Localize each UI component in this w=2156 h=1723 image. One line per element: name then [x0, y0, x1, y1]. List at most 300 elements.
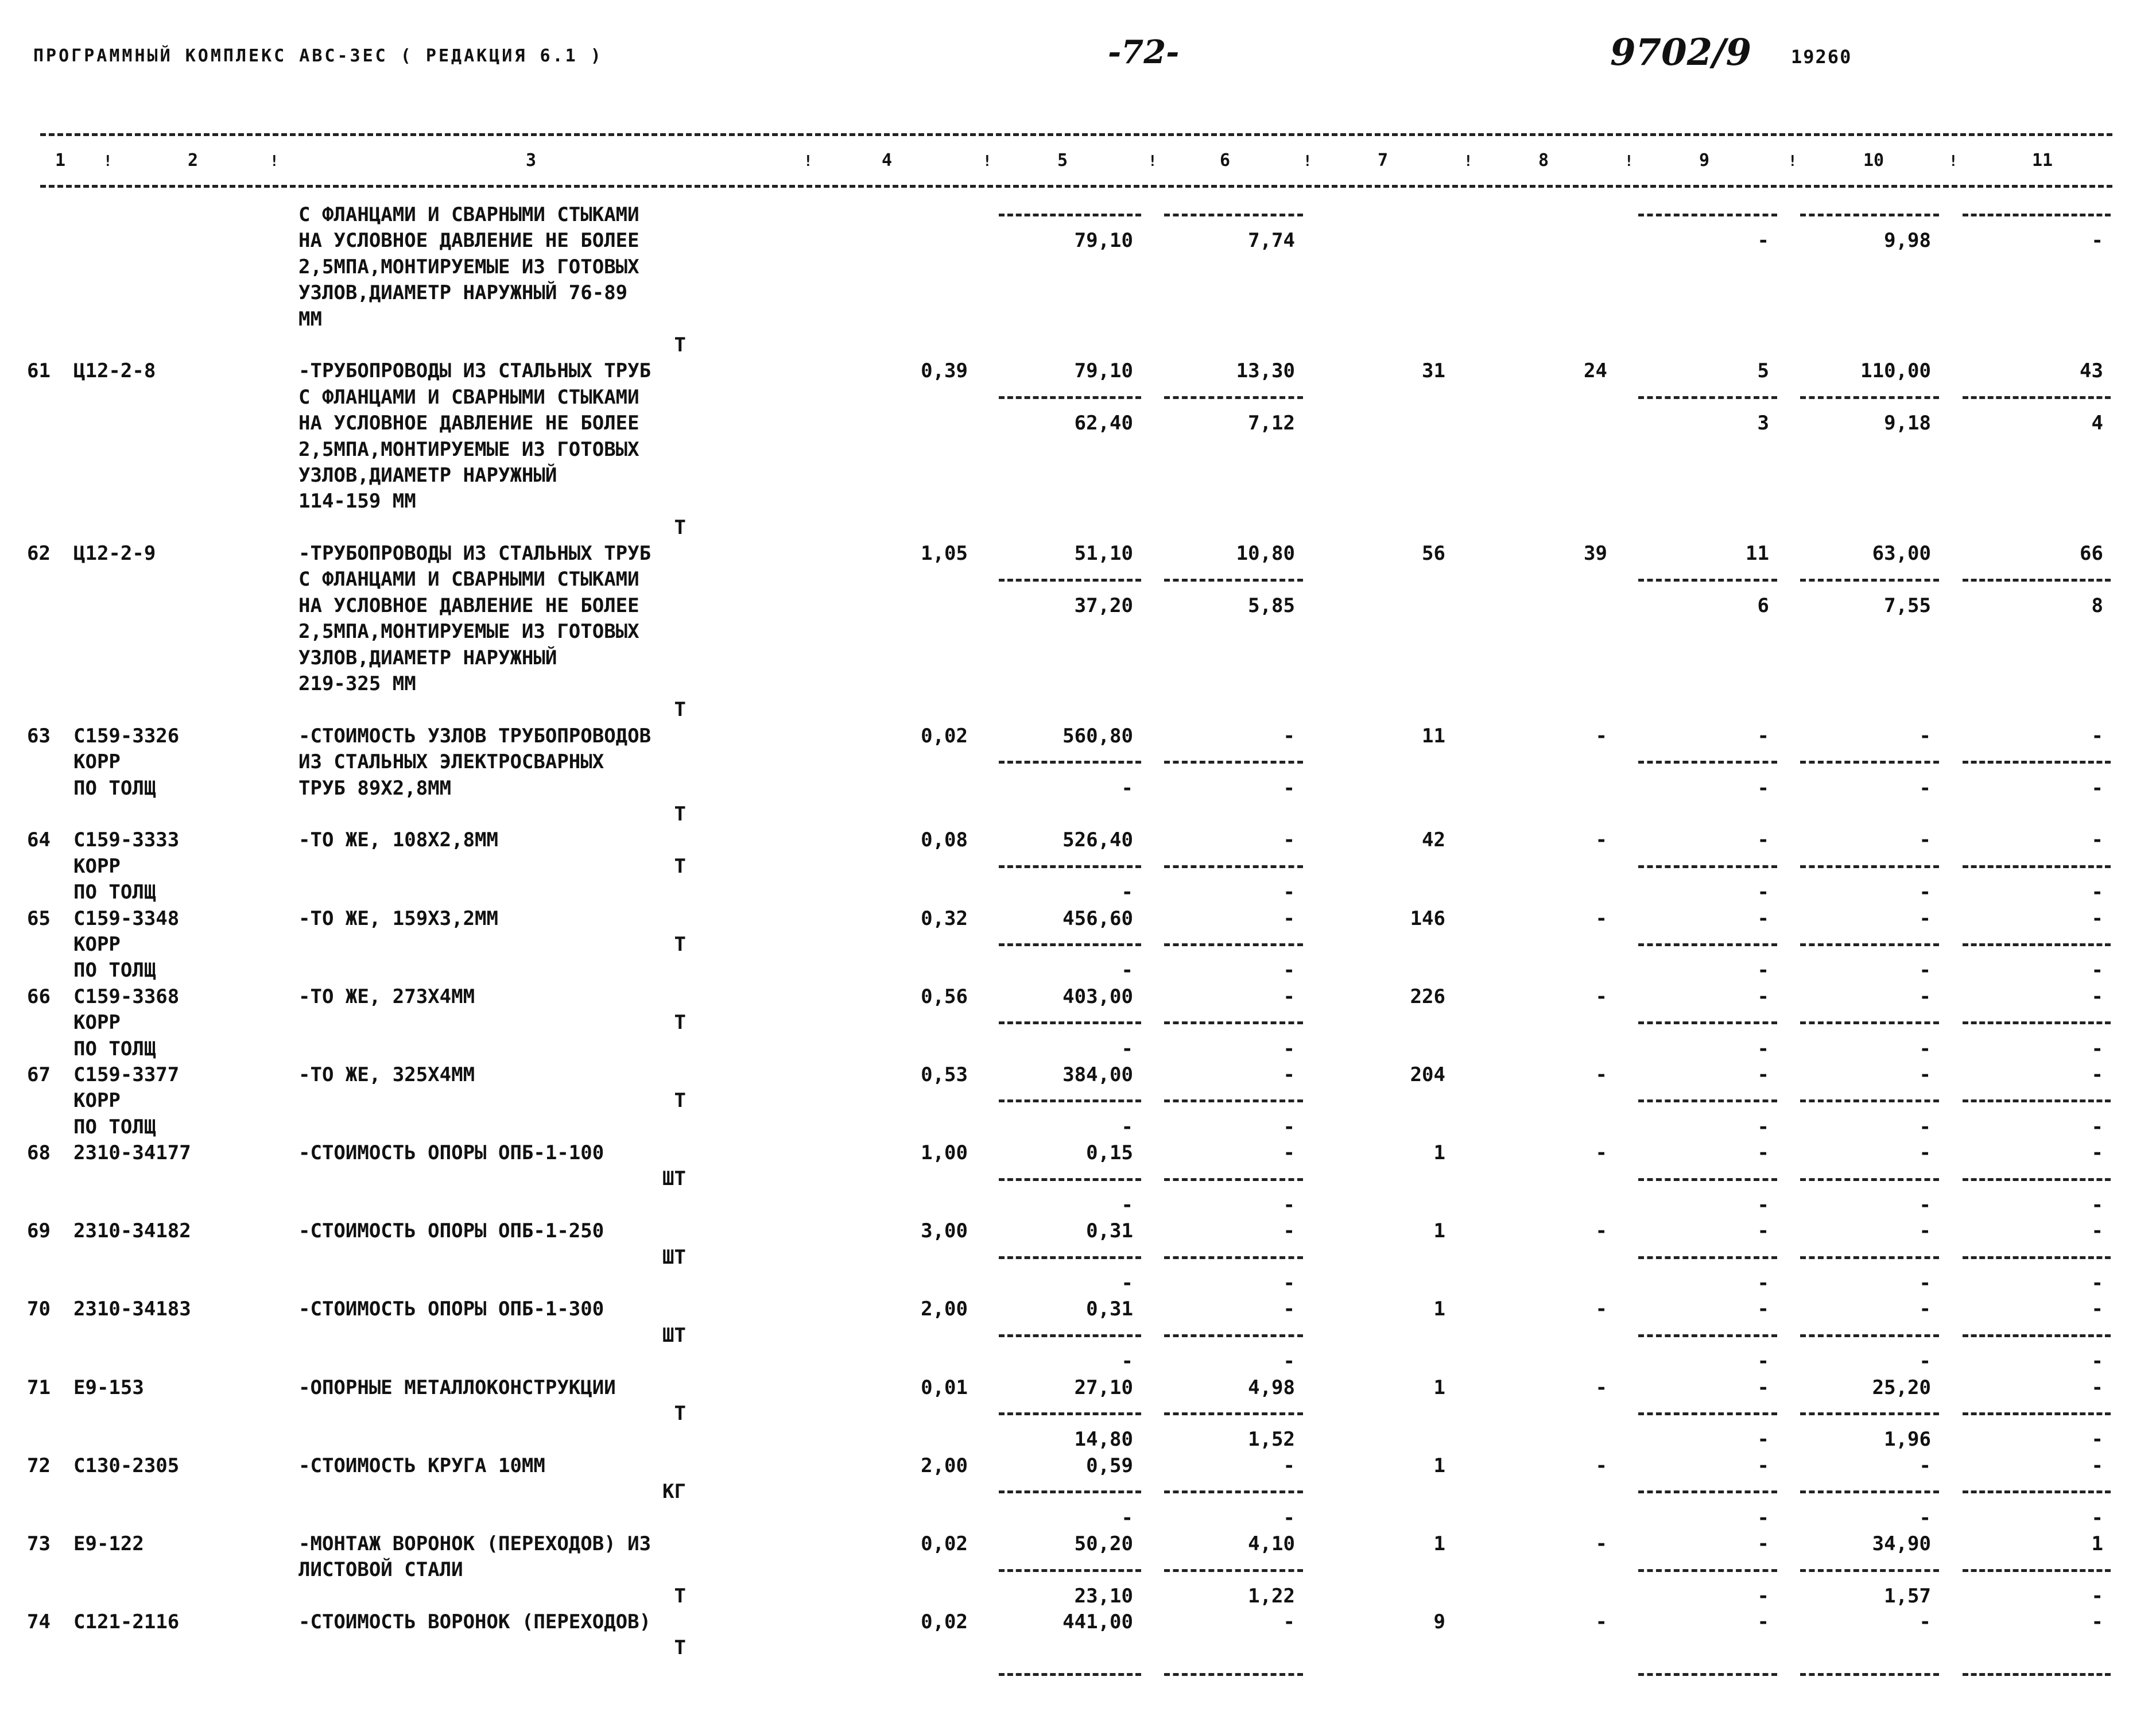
cell-quantity: 1,05: [921, 542, 968, 566]
cell-cost-total: [1314, 1088, 1465, 1114]
cell-separator: [1153, 932, 1314, 958]
cell-cost-total: [1314, 1245, 1465, 1271]
cell-separator: [1153, 1323, 1314, 1349]
cell-wage-total: [1465, 1036, 1627, 1062]
cell-wage-total: [1465, 1427, 1627, 1453]
cell-machine-cost: [1627, 463, 1789, 489]
cell-separator: [1627, 1479, 1789, 1505]
cell-wage-total: [1465, 1245, 1627, 1271]
cell-rate-code: С121-2116: [73, 1610, 180, 1634]
cell-machine-cost: -: [1757, 959, 1769, 982]
cell-separator: [1789, 1662, 1951, 1687]
cell-wage-total: 24: [1584, 359, 1607, 383]
cell-row-number: 67: [27, 1063, 51, 1086]
cell-rate-code: [70, 1192, 298, 1218]
cell-row-number: [0, 1271, 70, 1296]
dashed-separator: [999, 865, 1141, 868]
cell-labor-unit: -: [1919, 1272, 1931, 1295]
cell-separator: [1951, 1662, 2123, 1687]
column-separator: !: [1464, 153, 1473, 170]
cell-labor-total: [1951, 489, 2123, 514]
cell-machine-cost: -: [1757, 1428, 1769, 1451]
cell-wage-unit: [1153, 671, 1314, 697]
dashed-separator: [1963, 1673, 2111, 1676]
cell-rate-code: [70, 802, 298, 827]
cell-separator: [987, 567, 1153, 593]
dashed-separator: [1638, 943, 1778, 946]
dashed-separator: [1164, 761, 1304, 764]
cell-wage-unit: -: [1283, 1219, 1295, 1243]
cell-rate-code: [70, 1166, 298, 1192]
dashed-separator: [1164, 1021, 1304, 1024]
cell-row-number: [0, 593, 70, 619]
dashed-separator: [999, 579, 1141, 582]
column-separator: !: [983, 153, 992, 170]
cell-cost-total: 226: [1410, 985, 1445, 1008]
cell-rate-code: [70, 254, 298, 280]
cell-wage-total: -: [1595, 828, 1607, 852]
cell-row-number: [0, 958, 70, 984]
cell-row-number: [0, 776, 70, 802]
cell-cost-total: [1314, 202, 1465, 228]
dashed-separator: [1164, 1673, 1304, 1676]
cell-cost-total: [1314, 1583, 1465, 1609]
cell-separator: [987, 1479, 1153, 1505]
dashed-separator: [1164, 1256, 1304, 1259]
cell-description: -СТОИМОСТЬ ОПОРЫ ОПБ-1-300: [298, 1298, 604, 1321]
cell-quantity: 0,08: [921, 828, 968, 852]
cell-description: [298, 1271, 786, 1296]
cell-quantity: [786, 1349, 987, 1374]
cell-labor-unit: -: [1919, 907, 1931, 930]
cell-cost-total: [1314, 1505, 1465, 1531]
cell-separator: [1627, 932, 1789, 958]
cell-description: -ТРУБОПРОВОДЫ ИЗ СТАЛЬНЫХ ТРУБ: [298, 359, 652, 383]
cell-row-number: [0, 697, 70, 723]
cell-labor-total: [1951, 619, 2123, 645]
cell-labor-unit: -: [1919, 1193, 1931, 1217]
cell-machine-cost: [1627, 280, 1789, 306]
cell-wage-total: [1465, 1479, 1627, 1505]
cell-row-number: [0, 932, 70, 958]
cell-separator: [1153, 749, 1314, 775]
cell-cost-total: [1314, 1479, 1465, 1505]
cell-cost-total: 11: [1422, 724, 1445, 748]
cell-rate-code: [70, 1583, 298, 1609]
cell-rate-code: [70, 1479, 298, 1505]
cell-wage-unit: 1,22: [1248, 1584, 1295, 1608]
dashed-separator: [1800, 1334, 1940, 1337]
cell-machine-cost: -: [1757, 1376, 1769, 1399]
cell-labor-unit: -: [1919, 959, 1931, 982]
cell-labor-unit: 25,20: [1872, 1376, 1931, 1399]
cell-separator: [987, 932, 1153, 958]
cell-rate-code: [70, 332, 298, 358]
cell-labor-total: [1951, 697, 2123, 723]
cell-row-number: [0, 1401, 70, 1427]
cell-labor-total: [1951, 515, 2123, 541]
cell-quantity: [786, 1662, 987, 1687]
cell-machine-cost: [1627, 697, 1789, 723]
cell-wage-total: [1465, 1505, 1627, 1531]
cell-wage-total: [1465, 515, 1627, 541]
cell-row-number: 65: [27, 907, 51, 930]
cell-cost-total: [1314, 1349, 1465, 1374]
dashed-separator: [1800, 1178, 1940, 1181]
cell-labor-total: -: [2091, 776, 2103, 800]
cell-separator: [1951, 749, 2123, 775]
cell-labor-unit: [1789, 645, 1951, 671]
cell-rate-code: ПО ТОЛЩ: [73, 1115, 156, 1139]
cell-wage-unit: [1153, 1635, 1314, 1661]
cell-separator: [1951, 1166, 2123, 1192]
cell-description: 114-159 ММ: [298, 490, 416, 513]
cell-cost-unit: 79,10: [1074, 359, 1133, 383]
cell-separator: [1789, 1323, 1951, 1349]
cell-rate-code: Ц12-2-9: [73, 542, 156, 566]
cell-separator: [1789, 854, 1951, 880]
cell-quantity: [786, 463, 987, 489]
cell-separator: [987, 1401, 1153, 1427]
cell-wage-total: [1465, 1557, 1627, 1583]
cell-row-number: [0, 515, 70, 541]
dashed-separator: [1164, 1334, 1304, 1337]
cell-separator: [1627, 567, 1789, 593]
cell-cost-unit: -: [1121, 776, 1133, 800]
dashed-separator: [1164, 865, 1304, 868]
dashed-separator: [1164, 943, 1304, 946]
cell-wage-total: -: [1595, 907, 1607, 930]
cell-wage-total: [1465, 332, 1627, 358]
cell-separator: [987, 1088, 1153, 1114]
cell-labor-unit: -: [1919, 1037, 1931, 1060]
column-separator: !: [103, 153, 113, 170]
dashed-separator: [1638, 396, 1778, 399]
cell-description: НА УСЛОВНОЕ ДАВЛЕНИЕ НЕ БОЛЕЕ: [298, 412, 639, 435]
cell-row-number: [0, 1662, 70, 1687]
cell-machine-cost: [1627, 802, 1789, 827]
cell-description: ШТ: [662, 1245, 686, 1269]
cell-cost-total: [1314, 593, 1465, 619]
cell-cost-unit: -: [1121, 1193, 1133, 1217]
cell-quantity: [786, 1401, 987, 1427]
cell-cost-unit: -: [1121, 1506, 1133, 1530]
cell-machine-cost: -: [1757, 724, 1769, 748]
cell-quantity: [786, 1036, 987, 1062]
cell-wage-total: [1465, 1583, 1627, 1609]
cell-labor-total: -: [2091, 1063, 2103, 1086]
cell-description: Т: [674, 698, 686, 722]
cell-wage-total: [1465, 1088, 1627, 1114]
cell-quantity: [786, 437, 987, 463]
cell-separator: [1627, 1166, 1789, 1192]
cell-wage-unit: -: [1283, 1115, 1295, 1139]
cell-description: -СТОИМОСТЬ УЗЛОВ ТРУБОПРОВОДОВ: [298, 724, 652, 748]
cell-separator: [1951, 1401, 2123, 1427]
column-separator: !: [270, 153, 279, 170]
cell-row-number: [0, 619, 70, 645]
cell-rate-code: С130-2305: [73, 1454, 180, 1477]
cell-row-number: [0, 437, 70, 463]
dashed-separator: [1638, 1178, 1778, 1181]
cell-description: УЗЛОВ,ДИАМЕТР НАРУЖНЫЙ: [298, 646, 557, 669]
cell-separator: [1789, 1479, 1951, 1505]
cell-labor-unit: 110,00: [1860, 359, 1931, 383]
column-number-10: 10: [1863, 150, 1884, 171]
cell-rate-code: 2310-34182: [73, 1219, 191, 1243]
column-separator: !: [1303, 153, 1312, 170]
dashed-separator: [1638, 1021, 1778, 1024]
cell-cost-total: [1314, 1427, 1465, 1453]
cell-row-number: 69: [27, 1219, 51, 1243]
cell-machine-cost: -: [1757, 828, 1769, 852]
cell-row-number: [0, 880, 70, 905]
cell-row-number: 61: [27, 359, 51, 383]
cell-rate-code: КОРР: [73, 1011, 121, 1035]
cell-separator: [1627, 202, 1789, 228]
cell-wage-unit: [1153, 645, 1314, 671]
cell-separator: [1153, 1088, 1314, 1114]
cell-separator: [1951, 1479, 2123, 1505]
cell-cost-total: [1314, 697, 1465, 723]
column-number-2: 2: [188, 150, 199, 171]
dashed-separator: [999, 1569, 1141, 1572]
dashed-separator: [1800, 1412, 1940, 1415]
cell-row-number: [0, 1479, 70, 1505]
cell-cost-total: [1314, 1114, 1465, 1140]
cell-labor-unit: 1,96: [1884, 1428, 1931, 1451]
cell-wage-unit: 13,30: [1236, 359, 1295, 383]
cell-labor-unit: [1789, 463, 1951, 489]
dashed-separator: [1638, 1490, 1778, 1493]
cell-cost-total: [1314, 1271, 1465, 1296]
cell-labor-total: [1951, 802, 2123, 827]
cell-wage-unit: -: [1283, 776, 1295, 800]
cell-wage-total: [1465, 1635, 1627, 1661]
cell-separator: [1789, 1166, 1951, 1192]
cell-quantity: [786, 307, 987, 332]
cell-cost-total: [1314, 385, 1465, 411]
cell-description: [298, 1114, 786, 1140]
dashed-separator: [1164, 214, 1304, 216]
cell-labor-total: 8: [2091, 594, 2103, 617]
cell-row-number: [0, 1635, 70, 1661]
cell-wage-total: [1465, 932, 1627, 958]
cell-description: КГ: [662, 1480, 686, 1504]
cell-machine-cost: -: [1757, 1298, 1769, 1321]
cell-wage-unit: 10,80: [1236, 542, 1295, 566]
cell-quantity: [786, 489, 987, 514]
top-dashed-rule: [40, 133, 2112, 136]
cell-rate-code: [70, 671, 298, 697]
dashed-separator: [1963, 1099, 2111, 1102]
cell-wage-unit: 1,52: [1248, 1428, 1295, 1451]
cell-rate-code: [70, 1271, 298, 1296]
dashed-separator: [999, 1490, 1141, 1493]
cell-description: Т: [674, 333, 686, 357]
cell-description: -ТО ЖЕ, 159Х3,2ММ: [298, 907, 498, 930]
cell-quantity: 0,39: [921, 359, 968, 383]
cell-cost-total: 42: [1422, 828, 1445, 852]
cell-wage-total: [1465, 567, 1627, 593]
cell-labor-unit: [1789, 254, 1951, 280]
cell-description: С ФЛАНЦАМИ И СВАРНЫМИ СТЫКАМИ: [298, 385, 639, 409]
cell-cost-total: [1314, 280, 1465, 306]
cell-row-number: [0, 1010, 70, 1036]
cell-description: -СТОИМОСТЬ КРУГА 10ММ: [298, 1454, 545, 1477]
cell-cost-total: [1314, 645, 1465, 671]
cell-labor-total: [1951, 254, 2123, 280]
cell-description: Т: [674, 1636, 686, 1660]
cell-description: [298, 1192, 786, 1218]
cell-labor-total: -: [2091, 1428, 2103, 1451]
cell-cost-total: 1: [1433, 1532, 1445, 1555]
cell-wage-unit: 7,12: [1248, 412, 1295, 435]
cell-description: [298, 880, 786, 905]
cell-quantity: [786, 619, 987, 645]
cell-separator: [1951, 202, 2123, 228]
cell-description: Т: [674, 1089, 686, 1113]
cell-labor-total: -: [2091, 1219, 2103, 1243]
cell-separator: [1951, 1010, 2123, 1036]
cell-machine-cost: 11: [1746, 542, 1769, 566]
dashed-separator: [999, 1412, 1141, 1415]
cell-wage-unit: -: [1283, 881, 1295, 904]
cell-cost-unit: [987, 254, 1153, 280]
cell-wage-total: -: [1595, 1454, 1607, 1477]
cell-wage-total: [1465, 645, 1627, 671]
cell-wage-unit: 4,10: [1248, 1532, 1295, 1555]
cell-cost-total: 56: [1422, 542, 1445, 566]
cell-cost-total: 1: [1433, 1298, 1445, 1321]
cell-separator: [1789, 202, 1951, 228]
cell-separator: [1153, 1166, 1314, 1192]
cell-description: [298, 1427, 786, 1453]
dashed-separator: [1800, 1099, 1940, 1102]
dashed-separator: [1800, 396, 1940, 399]
cell-cost-total: 1: [1433, 1219, 1445, 1243]
cell-wage-unit: -: [1283, 1350, 1295, 1373]
cell-labor-total: -: [2091, 1037, 2103, 1060]
cell-separator: [1627, 1088, 1789, 1114]
cell-labor-unit: -: [1919, 1610, 1931, 1634]
cell-quantity: [786, 515, 987, 541]
cell-cost-total: [1314, 1323, 1465, 1349]
cell-machine-cost: -: [1757, 1115, 1769, 1139]
cell-cost-total: [1314, 1557, 1465, 1583]
cell-cost-unit: [987, 1635, 1153, 1661]
cell-separator: [1951, 567, 2123, 593]
cell-cost-total: [1314, 1635, 1465, 1661]
cell-labor-total: -: [2091, 229, 2103, 253]
cell-cost-total: 204: [1410, 1063, 1445, 1086]
cell-cost-unit: 51,10: [1074, 542, 1133, 566]
cell-wage-total: [1465, 1662, 1627, 1687]
cell-row-number: 68: [27, 1141, 51, 1165]
cell-labor-unit: [1789, 802, 1951, 827]
cell-description: ММ: [298, 307, 322, 331]
dashed-separator: [1164, 579, 1304, 582]
dashed-separator: [1963, 1490, 2111, 1493]
cell-cost-unit: [987, 437, 1153, 463]
cell-separator: [1789, 385, 1951, 411]
cell-separator: [1627, 1557, 1789, 1583]
cell-wage-total: [1465, 280, 1627, 306]
program-title: ПРОГРАММНЫЙ КОМПЛЕКС АВС-3ЕС ( РЕДАКЦИЯ 6.1 ): [33, 46, 603, 66]
cell-labor-unit: -: [1919, 1350, 1931, 1373]
dashed-separator: [999, 1673, 1141, 1676]
cell-row-number: 73: [27, 1532, 51, 1555]
cell-description: -СТОИМОСТЬ ВОРОНОК (ПЕРЕХОДОВ): [298, 1610, 652, 1634]
cell-description: 2,5МПА,МОНТИРУЕМЫЕ ИЗ ГОТОВЫХ: [298, 437, 639, 461]
cell-labor-total: -: [2091, 1376, 2103, 1399]
cell-separator: [1153, 1245, 1314, 1271]
column-number-7: 7: [1378, 150, 1389, 171]
cell-separator: [1153, 202, 1314, 228]
cell-rate-code: 2310-34177: [73, 1141, 191, 1165]
cell-wage-unit: -: [1283, 1506, 1295, 1530]
cell-row-number: 66: [27, 985, 51, 1008]
dashed-separator: [999, 943, 1141, 946]
cell-quantity: [786, 385, 987, 411]
cell-cost-total: [1314, 932, 1465, 958]
cell-labor-total: [1951, 1635, 2123, 1661]
cell-wage-unit: [1153, 254, 1314, 280]
cell-cost-unit: 441,00: [1063, 1610, 1133, 1634]
cell-separator: [987, 1323, 1153, 1349]
cell-wage-total: [1465, 671, 1627, 697]
cell-cost-total: [1314, 1401, 1465, 1427]
cell-wage-total: -: [1595, 1532, 1607, 1555]
cell-wage-total: [1465, 1323, 1627, 1349]
cell-row-number: [0, 463, 70, 489]
cell-row-number: [0, 411, 70, 436]
column-number-3: 3: [526, 150, 537, 171]
cell-rate-code: 2310-34183: [73, 1298, 191, 1321]
cell-quantity: [786, 332, 987, 358]
cell-wage-unit: -: [1283, 1298, 1295, 1321]
cell-machine-cost: -: [1757, 881, 1769, 904]
dashed-separator: [1638, 1569, 1778, 1572]
cell-wage-total: -: [1595, 1141, 1607, 1165]
cell-wage-total: [1465, 437, 1627, 463]
cell-labor-unit: -: [1919, 1298, 1931, 1321]
cell-wage-unit: -: [1283, 1193, 1295, 1217]
cell-row-number: [0, 228, 70, 254]
cell-separator: [1789, 749, 1951, 775]
cell-quantity: [786, 228, 987, 254]
cell-description: [298, 1662, 786, 1687]
cell-wage-unit: [1153, 332, 1314, 358]
cell-row-number: 74: [27, 1610, 51, 1634]
cell-row-number: [0, 749, 70, 775]
cell-quantity: 0,56: [921, 985, 968, 1008]
cell-rate-code: КОРР: [73, 1089, 121, 1113]
cell-machine-cost: 6: [1757, 594, 1769, 617]
cell-separator: [1627, 1401, 1789, 1427]
cell-labor-total: [1951, 437, 2123, 463]
cell-labor-unit: [1789, 307, 1951, 332]
cell-quantity: [786, 697, 987, 723]
cell-quantity: [786, 802, 987, 827]
cell-row-number: [0, 202, 70, 228]
dashed-separator: [1638, 579, 1778, 582]
dashed-separator: [1963, 1334, 2111, 1337]
dashed-separator: [1800, 943, 1940, 946]
cell-cost-total: [1314, 1166, 1465, 1192]
cell-cost-total: [1314, 749, 1465, 775]
cell-description: -СТОИМОСТЬ ОПОРЫ ОПБ-1-250: [298, 1219, 604, 1243]
